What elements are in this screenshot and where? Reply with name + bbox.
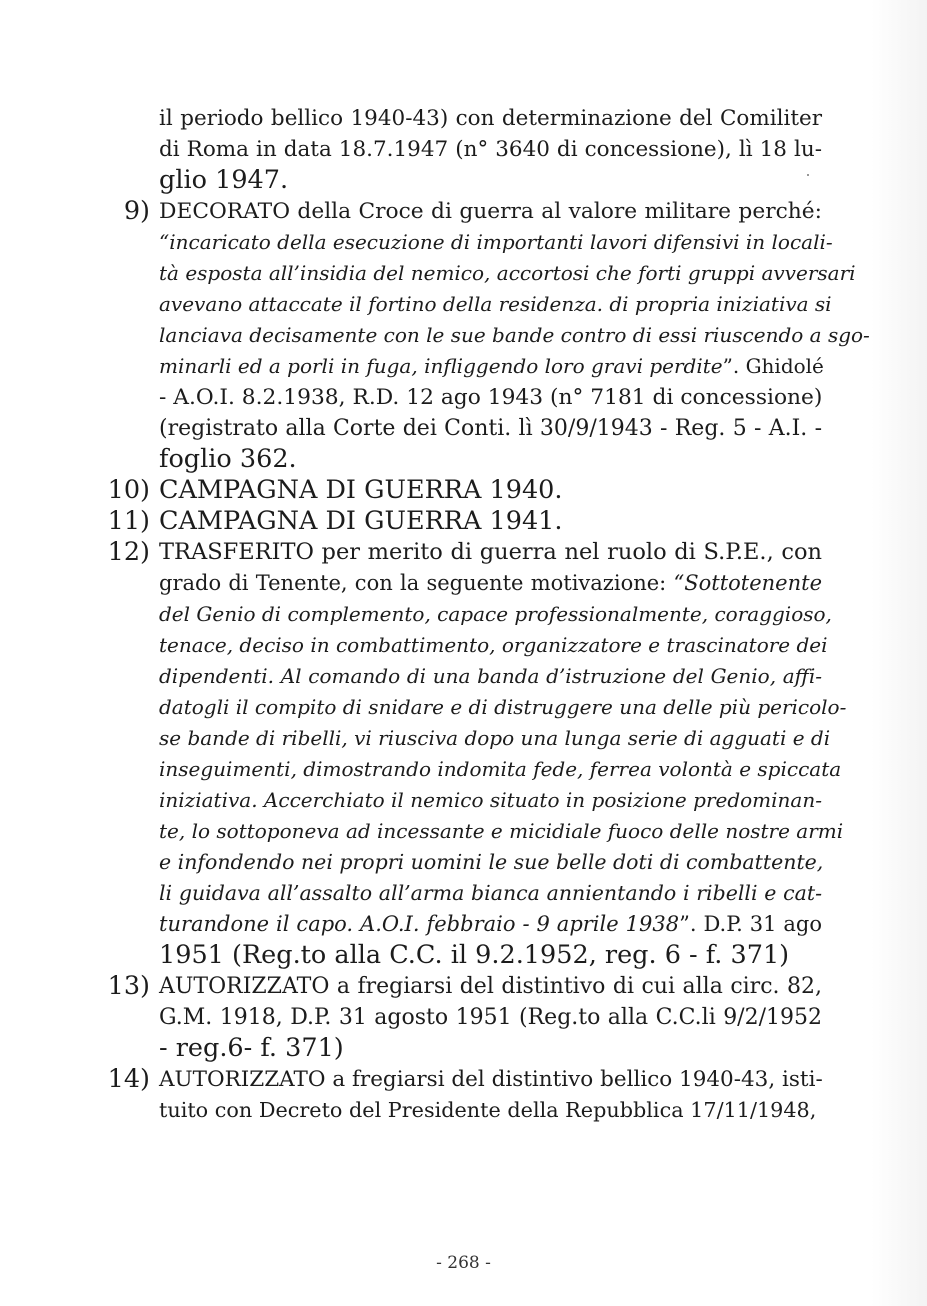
text-run: AUTORIZZATO a fregiarsi del distintivo bellico 1940-43, isti- (159, 1067, 823, 1092)
text-line: di Roma in data 18.7.1947 (n° 3640 di concessione), lì 18 lu- (159, 137, 822, 162)
text-line (159, 940, 822, 971)
text-line (159, 909, 822, 940)
text-line (159, 258, 856, 289)
text-line (159, 630, 828, 661)
text-run: grado di Tenente, con la seguente motivazione: (159, 571, 674, 595)
text-line: glio 1947. (159, 165, 289, 195)
list-item (100, 1064, 822, 1126)
italic-text: te, lo sottoponeva ad incessante e micidiale fuoco delle nostre armi (159, 819, 844, 843)
text-run: - A.O.I. 8.2.1938, R.D. 12 ago 1943 (n° 7181 di concessione) (159, 385, 823, 410)
italic-text: del Genio di complemento, capace professionalmente, coraggioso, (159, 602, 832, 626)
text-line (159, 1033, 822, 1064)
list-item (100, 971, 822, 1064)
text-run: ”. Ghidolé (722, 354, 824, 378)
text-run: CAMPAGNA DI GUERRA 1940. (159, 475, 563, 505)
text-run: CAMPAGNA DI GUERRA 1941. (159, 506, 563, 536)
text-line (159, 878, 822, 909)
text-run: AUTORIZZATO a fregiarsi del distintivo di cui alla circ. 82, (159, 974, 822, 999)
intro-paragraph (100, 103, 822, 196)
text-line: il periodo bellico 1940-43) con determinazione del Comiliter (159, 106, 822, 131)
text-line (159, 692, 847, 723)
text-line (159, 785, 822, 816)
text-line (159, 661, 822, 692)
text-line (159, 382, 822, 413)
list-item (100, 475, 822, 506)
text-line (159, 971, 822, 1002)
italic-text: tenace, deciso in combattimento, organizzatore e trascinatore dei (159, 633, 828, 657)
item-number: 9) (123, 196, 150, 226)
item-number: 14) (107, 1064, 150, 1094)
text-run: ”. D.P. 31 ago (679, 912, 822, 936)
text-line (159, 506, 822, 537)
text-line (159, 816, 844, 847)
italic-text: lanciava decisamente con le sue bande contro di essi riuscendo a sgo- (159, 323, 870, 347)
italic-text: tà esposta all’insidia del nemico, accortosi che forti gruppi avversari (159, 261, 856, 285)
text-line (159, 320, 870, 351)
text-line (159, 289, 832, 320)
text-line (159, 568, 822, 599)
italic-text: li guidava all’assalto all’arma bianca annientando i ribelli e cat- (159, 881, 822, 905)
text-run: DECORATO della Croce di guerra al valore militare perché: (159, 199, 822, 224)
numbered-list (100, 196, 870, 1126)
item-number: 11) (107, 506, 150, 536)
text-line (159, 537, 822, 568)
text-line (159, 1002, 822, 1033)
text-line (159, 754, 842, 785)
text-run: tuito con Decreto del Presidente della Repubblica 17/11/1948, (159, 1098, 817, 1122)
italic-text: minarli ed a porli in fuga, infliggendo loro gravi perdite (159, 354, 723, 378)
page-number: - 268 - (436, 1253, 491, 1273)
document-body (100, 103, 870, 1126)
italic-text: dipendenti. Al comando di una banda d’istruzione del Genio, affi- (159, 664, 822, 688)
text-line (159, 847, 822, 878)
text-line (159, 196, 822, 227)
italic-text: “incaricato della esecuzione di importanti lavori difensivi in locali- (159, 230, 833, 254)
text-line (159, 723, 831, 754)
item-number: 13) (107, 971, 150, 1001)
text-run: foglio 362. (159, 444, 297, 474)
list-item (100, 506, 822, 537)
text-run: - reg.6- f. 371) (159, 1033, 344, 1063)
text-line (159, 1095, 822, 1126)
text-run: (registrato alla Corte dei Conti. lì 30/9/1943 - Reg. 5 - A.I. - (159, 416, 822, 441)
italic-text: avevano attaccate il fortino della residenza. di propria iniziativa si (159, 292, 832, 316)
text-run: G.M. 1918, D.P. 31 agosto 1951 (Reg.to alla C.C.li 9/2/1952 (159, 1005, 822, 1030)
italic-text: “Sottotenente (673, 571, 822, 595)
italic-text: turandone il capo. A.O.I. febbraio - 9 aprile 1938 (159, 912, 680, 936)
italic-text: se bande di ribelli, vi riusciva dopo una lunga serie di agguati e di (159, 726, 831, 750)
list-item (100, 537, 847, 971)
text-line (159, 1064, 822, 1095)
text-line (159, 599, 832, 630)
italic-text: inseguimenti, dimostrando indomita fede, ferrea volontà e spiccata (159, 757, 842, 781)
italic-text: iniziativa. Accerchiato il nemico situato in posizione predominan- (159, 788, 822, 812)
text-line (159, 227, 833, 258)
italic-text: e infondendo nei propri uomini le sue belle doti di combattente, (159, 850, 824, 874)
text-run: TRASFERITO per merito di guerra nel ruolo di S.P.E., con (159, 539, 822, 565)
item-number: 10) (107, 475, 150, 505)
list-item (100, 196, 870, 475)
item-number: 12) (107, 537, 150, 567)
text-line (159, 351, 822, 382)
text-run: 1951 (Reg.to alla C.C. il 9.2.1952, reg. 6 - f. 371) (159, 940, 790, 970)
italic-text: datogli il compito di snidare e di distruggere una delle più pericolo- (159, 695, 847, 719)
text-line (159, 475, 822, 506)
text-line (159, 444, 822, 475)
text-line (159, 413, 822, 444)
